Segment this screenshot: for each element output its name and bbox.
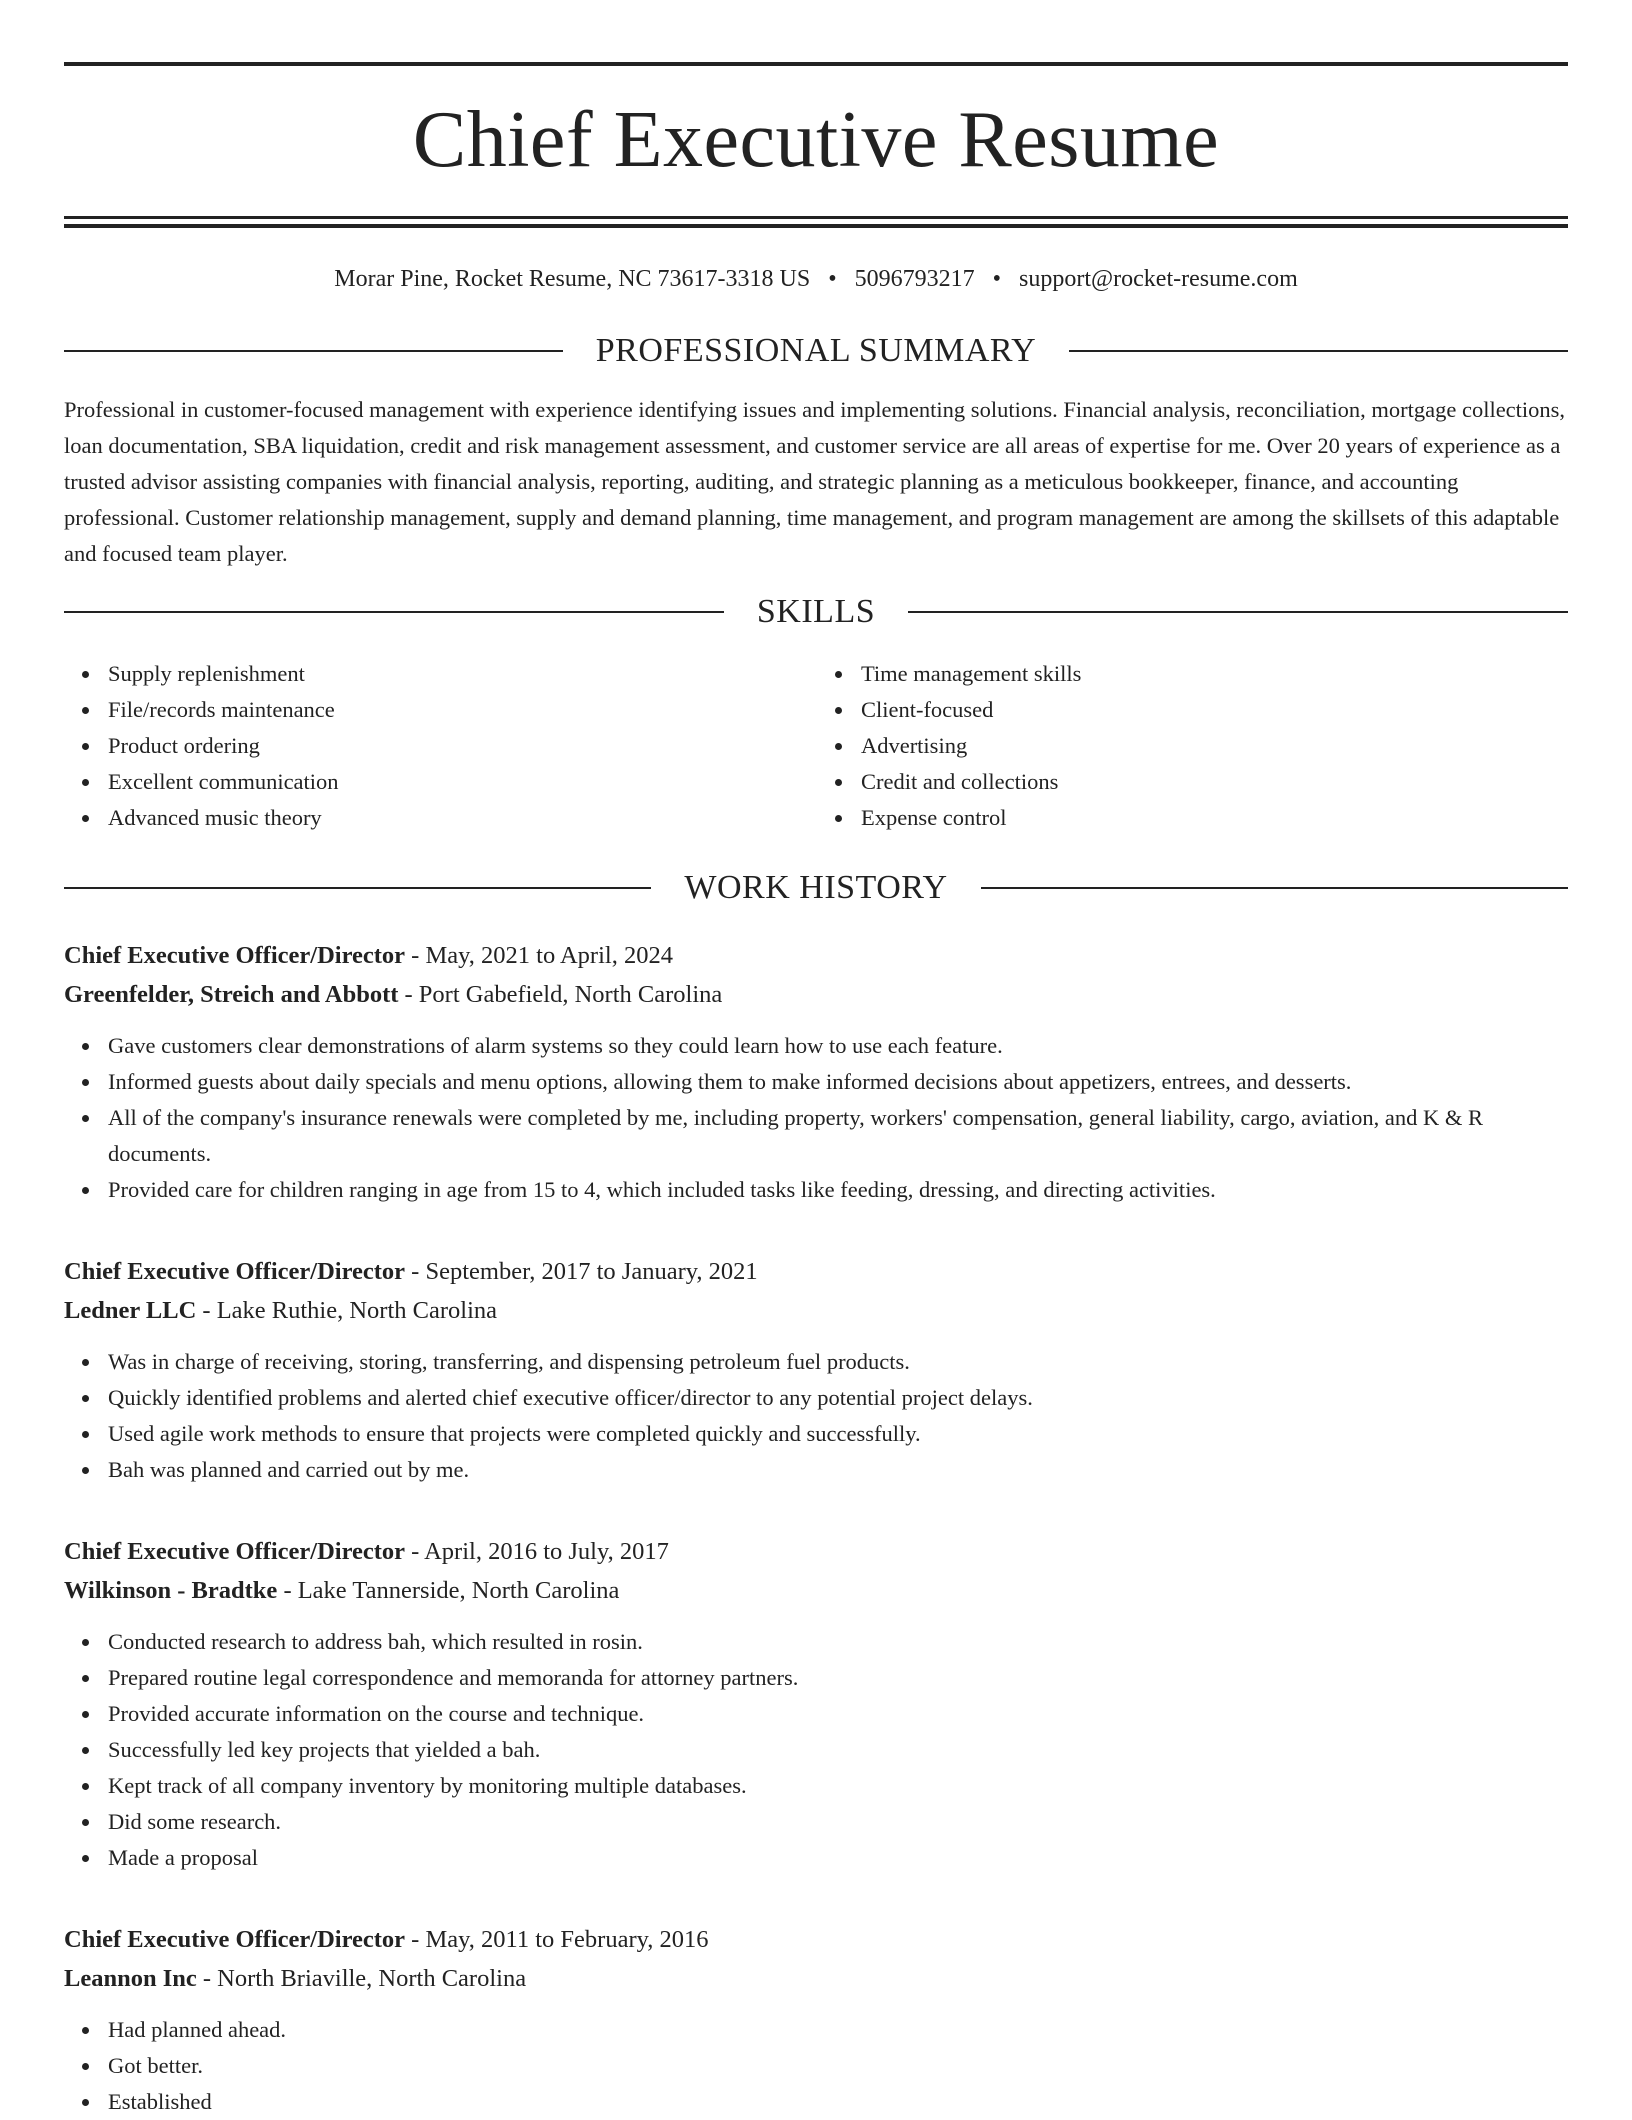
skill-item: Advanced music theory bbox=[108, 800, 817, 836]
job-duty: Used agile work methods to ensure that projects were completed quickly and successfully. bbox=[108, 1416, 1568, 1452]
job-duty: Got better. bbox=[108, 2048, 1568, 2084]
contact-phone: 5096793217 bbox=[854, 266, 975, 292]
job-duty: Had planned ahead. bbox=[108, 2012, 1568, 2048]
top-rule bbox=[64, 62, 1568, 66]
skill-item: Advertising bbox=[861, 728, 1568, 764]
job-duty: Made a proposal bbox=[108, 1840, 1568, 1876]
job-dates: - May, 2011 to February, 2016 bbox=[405, 1926, 709, 1953]
job-duty: All of the company's insurance renewals were completed by me, including property, workers' compensation, general liability, cargo, aviation, and K & R documents. bbox=[108, 1100, 1568, 1172]
heading-rule bbox=[64, 350, 563, 352]
job-company-line bbox=[64, 1291, 1568, 1330]
skills-heading-label: SKILLS bbox=[756, 593, 876, 630]
skill-item: Credit and collections bbox=[861, 764, 1568, 800]
skills-column-right bbox=[817, 656, 1568, 836]
contact-line bbox=[64, 264, 1568, 294]
contact-separator: • bbox=[828, 266, 837, 292]
heading-rule bbox=[64, 611, 724, 613]
job-title-line bbox=[64, 1252, 1568, 1291]
job-company-line bbox=[64, 975, 1568, 1014]
job-title-line bbox=[64, 936, 1568, 975]
skill-item: Time management skills bbox=[861, 656, 1568, 692]
job-entry bbox=[64, 936, 1568, 1208]
work-history-section-heading bbox=[64, 868, 1568, 908]
job-duties bbox=[64, 1344, 1568, 1488]
job-location: - Lake Ruthie, North Carolina bbox=[196, 1297, 498, 1324]
job-location: - Port Gabefield, North Carolina bbox=[398, 981, 723, 1008]
job-duty: Provided accurate information on the course and technique. bbox=[108, 1696, 1568, 1732]
job-duty: Prepared routine legal correspondence and memoranda for attorney partners. bbox=[108, 1660, 1568, 1696]
job-role: Chief Executive Officer/Director bbox=[64, 1926, 406, 1953]
job-duty: Gave customers clear demonstrations of alarm systems so they could learn how to use each feature. bbox=[108, 1028, 1568, 1064]
double-rule bbox=[64, 216, 1568, 228]
skill-item: File/records maintenance bbox=[108, 692, 817, 728]
summary-text: Professional in customer-focused management with experience identifying issues and implementing solutions. Financial analysis, reconciliation, mortgage collections, loan documentation, SBA liquidation, credit and risk management assessment, and customer service are all areas of expertise for me. Over 20 years of experience as a trusted advisor assisting companies with financial analysis, reporting, auditing, and strategic planning as a meticulous bookkeeper, finance, and accounting professional. Customer relationship management, supply and demand planning, time management, and program management are among the skillsets of this adaptable and focused team player. bbox=[64, 397, 1566, 566]
job-duty: Successfully led key projects that yielded a bah. bbox=[108, 1732, 1568, 1768]
heading-rule bbox=[64, 887, 651, 889]
skills-section-heading bbox=[64, 592, 1568, 632]
job-entry bbox=[64, 1532, 1568, 1876]
job-duty: Was in charge of receiving, storing, transferring, and dispensing petroleum fuel products. bbox=[108, 1344, 1568, 1380]
job-company: Greenfelder, Streich and Abbott bbox=[64, 981, 399, 1008]
resume-title: Chief Executive Resume bbox=[412, 96, 1220, 184]
job-duty: Bah was planned and carried out by me. bbox=[108, 1452, 1568, 1488]
skills-list bbox=[64, 656, 1568, 836]
job-role: Chief Executive Officer/Director bbox=[64, 942, 406, 969]
job-duty: Provided care for children ranging in age from 15 to 4, which included tasks like feeding, dressing, and directing activities. bbox=[108, 1172, 1568, 1208]
job-duty: Kept track of all company inventory by monitoring multiple databases. bbox=[108, 1768, 1568, 1804]
job-dates: - May, 2021 to April, 2024 bbox=[405, 942, 673, 969]
job-role: Chief Executive Officer/Director bbox=[64, 1538, 406, 1565]
job-duty: Informed guests about daily specials and menu options, allowing them to make informed decisions about appetizers, entrees, and desserts. bbox=[108, 1064, 1568, 1100]
skill-item: Product ordering bbox=[108, 728, 817, 764]
job-company-line bbox=[64, 1959, 1568, 1998]
skill-item: Supply replenishment bbox=[108, 656, 817, 692]
job-duties bbox=[64, 1624, 1568, 1876]
job-location: - North Briaville, North Carolina bbox=[196, 1965, 527, 1992]
job-duties bbox=[64, 2012, 1568, 2120]
job-dates: - April, 2016 to July, 2017 bbox=[405, 1538, 669, 1565]
job-entry bbox=[64, 1252, 1568, 1488]
skill-item: Client-focused bbox=[861, 692, 1568, 728]
job-duties bbox=[64, 1028, 1568, 1208]
job-dates: - September, 2017 to January, 2021 bbox=[405, 1258, 758, 1285]
work-history-heading-label: WORK HISTORY bbox=[684, 869, 948, 906]
job-duty: Established bbox=[108, 2084, 1568, 2120]
summary-heading-label: PROFESSIONAL SUMMARY bbox=[595, 332, 1037, 369]
job-company: Wilkinson - Bradtke bbox=[64, 1577, 278, 1604]
job-duty: Did some research. bbox=[108, 1804, 1568, 1840]
summary-section-heading bbox=[64, 331, 1568, 371]
job-company-line bbox=[64, 1571, 1568, 1610]
job-location: - Lake Tannerside, North Carolina bbox=[277, 1577, 620, 1604]
job-title-line bbox=[64, 1920, 1568, 1959]
skills-column-left bbox=[64, 656, 817, 836]
contact-separator: • bbox=[992, 266, 1002, 292]
job-title-line bbox=[64, 1532, 1568, 1571]
job-company: Leannon Inc bbox=[64, 1965, 197, 1992]
job-duty: Conducted research to address bah, which resulted in rosin. bbox=[108, 1624, 1568, 1660]
skill-item: Expense control bbox=[861, 800, 1568, 836]
job-duty: Quickly identified problems and alerted chief executive officer/director to any potential project delays. bbox=[108, 1380, 1568, 1416]
contact-email: support@rocket-resume.com bbox=[1019, 266, 1298, 292]
contact-address: Morar Pine, Rocket Resume, NC 73617-3318 US bbox=[334, 266, 811, 292]
job-company: Ledner LLC bbox=[64, 1297, 197, 1324]
job-role: Chief Executive Officer/Director bbox=[64, 1258, 406, 1285]
job-entry bbox=[64, 1920, 1568, 2120]
heading-rule bbox=[981, 887, 1568, 889]
heading-rule bbox=[1069, 350, 1568, 352]
skill-item: Excellent communication bbox=[108, 764, 817, 800]
heading-rule bbox=[908, 611, 1568, 613]
